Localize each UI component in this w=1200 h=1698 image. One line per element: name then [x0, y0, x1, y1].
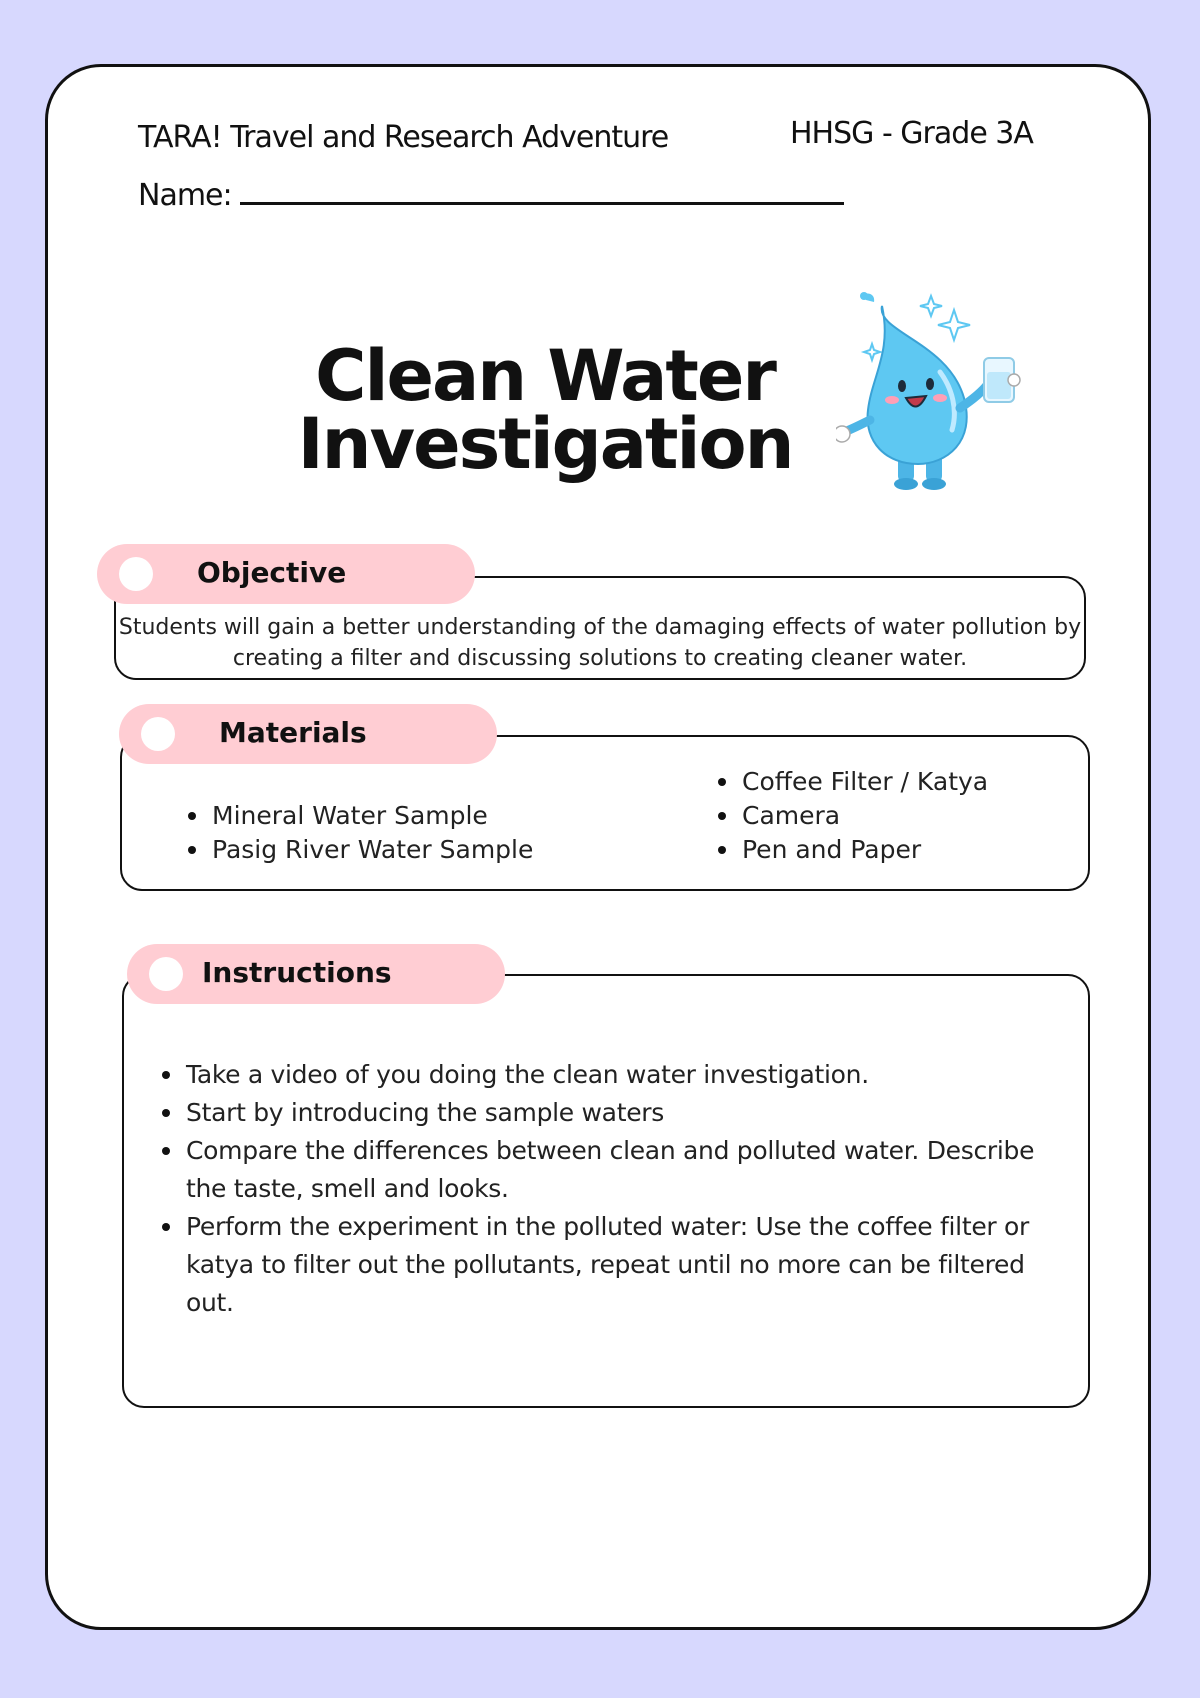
materials-list-left — [184, 799, 533, 867]
bullet-circle-icon — [119, 557, 153, 591]
instructions-heading-pill — [127, 944, 505, 1004]
objective-heading-pill — [97, 544, 475, 604]
list-item: Pen and Paper — [714, 833, 988, 867]
list-item: Start by introducing the sample waters — [158, 1094, 1038, 1132]
materials-list-right — [714, 765, 988, 867]
bullet-circle-icon — [141, 717, 175, 751]
program-title: TARA! Travel and Research Adventure — [138, 120, 669, 155]
instructions-box — [122, 974, 1090, 1408]
name-field[interactable] — [138, 178, 844, 213]
materials-heading-pill — [119, 704, 497, 764]
name-underline — [240, 184, 844, 205]
objective-text: Students will gain a better understanding of the damaging effects of water pollution by creating a filter and discussing solutions to creating cleaner water. — [118, 615, 1082, 671]
list-item: Camera — [714, 799, 988, 833]
title-line-2: Investigation — [297, 403, 793, 485]
list-item: Perform the experiment in the polluted water: Use the coffee filter or katya to filter out the pollutants, repeat until no more can be filtered out. — [158, 1208, 1038, 1322]
page-title — [270, 335, 820, 485]
water-drop-mascot-icon — [836, 292, 1046, 492]
title-line-1: Clean Water — [315, 335, 775, 417]
list-item: Coffee Filter / Katya — [714, 765, 988, 799]
bullet-circle-icon — [149, 957, 183, 991]
instructions-heading: Instructions — [202, 956, 392, 989]
materials-heading: Materials — [219, 716, 367, 749]
class-label: HHSG - Grade 3A — [790, 116, 1033, 151]
name-label: Name: — [138, 178, 232, 213]
list-item: Mineral Water Sample — [184, 799, 533, 833]
instructions-list — [158, 1056, 1038, 1322]
list-item: Take a video of you doing the clean water investigation. — [158, 1056, 1038, 1094]
objective-heading: Objective — [197, 556, 347, 589]
list-item: Compare the differences between clean and polluted water. Describe the taste, smell and looks. — [158, 1132, 1038, 1208]
list-item: Pasig River Water Sample — [184, 833, 533, 867]
